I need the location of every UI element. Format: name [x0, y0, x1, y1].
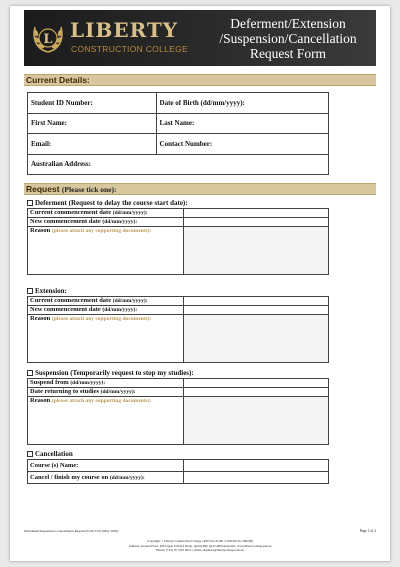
suspension-table: [27, 378, 329, 445]
form-title: Deferment/Extension /Suspension/Cancellation Request Form: [219, 16, 357, 61]
return-date-label: Date returning to studies (dd/mm/yyyy):: [28, 388, 184, 397]
student-id-field[interactable]: Student ID Number:: [28, 93, 157, 114]
current-details-heading: Current Details:: [24, 74, 376, 86]
extension-checkbox[interactable]: [27, 288, 33, 294]
cancel-date-label: Cancel / finish my course on (dd/mm/yyyy):: [28, 472, 184, 484]
suspend-from-label: Suspend from (dd/mm/yyyy):: [28, 379, 184, 388]
address-field[interactable]: Australian Address:: [28, 154, 329, 175]
deferment-current-date-label: Current commencement date (dd/mm/yyyy):: [28, 209, 184, 218]
footer-contact: Copyright © Liberty Construction College | RTO No 45190 | CRICOS No 3962(B) Address: Ground Floor, 406 Upper Edward Street, Spring Hill QLD 4000 Australia | www.libertycollege.edu.au Phone: (+61) 07 3161 6012 | email: enquiries@libertycollege.edu.au: [128, 539, 272, 552]
extension-current-date-label: Current commencement date (dd/mm/yyyy):: [28, 297, 184, 306]
extension-current-date-input[interactable]: [184, 297, 329, 306]
brand-subtitle: CONSTRUCTION COLLEGE: [71, 44, 188, 54]
cancel-date-input[interactable]: [184, 472, 329, 484]
svg-text:L: L: [43, 32, 53, 47]
cancellation-table: [27, 459, 329, 484]
extension-option[interactable]: Extension:: [27, 287, 67, 295]
course-name-input[interactable]: [184, 460, 329, 472]
brand-name: LIBERTY: [70, 18, 178, 42]
form-page: [10, 6, 390, 561]
extension-new-date-input[interactable]: [184, 306, 329, 315]
current-details-table: [27, 92, 329, 175]
request-heading: Request (Please tick one):: [24, 183, 376, 195]
deferment-reason-input[interactable]: [184, 227, 329, 275]
deferment-current-date-input[interactable]: [184, 209, 329, 218]
suspension-reason-label: Reason (please attach any supporting documents):: [28, 397, 184, 445]
deferment-option[interactable]: Deferment (Request to delay the course start date):: [27, 199, 188, 207]
suspend-from-input[interactable]: [184, 379, 329, 388]
course-name-label: Course (s) Name:: [28, 460, 184, 472]
suspension-checkbox[interactable]: [27, 370, 33, 376]
footer-page-number: Page 1 of 2: [359, 529, 376, 533]
dob-field[interactable]: Date of Birth (dd/mm/yyyy):: [156, 93, 328, 114]
deferment-new-date-input[interactable]: [184, 218, 329, 227]
deferment-checkbox[interactable]: [27, 200, 33, 206]
email-field[interactable]: Email:: [28, 134, 157, 155]
cancellation-checkbox[interactable]: [27, 451, 33, 457]
extension-new-date-label: New commencement date (dd/mm/yyyy):: [28, 306, 184, 315]
return-date-input[interactable]: [184, 388, 329, 397]
cancellation-option[interactable]: Cancellation: [27, 450, 73, 458]
contact-field[interactable]: Contact Number:: [156, 134, 328, 155]
first-name-field[interactable]: First Name:: [28, 113, 157, 134]
deferment-table: [27, 208, 329, 275]
footer-form-version: Deferment/Suspension/ Cancellation Request Form V3.0 (May 2020): [24, 529, 119, 533]
suspension-reason-input[interactable]: [184, 397, 329, 445]
last-name-field[interactable]: Last Name:: [156, 113, 328, 134]
extension-table: [27, 296, 329, 363]
deferment-reason-label: Reason (please attach any supporting documents):: [28, 227, 184, 275]
deferment-new-date-label: New commencement date (dd/mm/yyyy):: [28, 218, 184, 227]
extension-reason-input[interactable]: [184, 315, 329, 363]
extension-reason-label: Reason (please attach any supporting documents):: [28, 315, 184, 363]
laurel-logo-icon: [30, 21, 66, 55]
header-banner: [24, 10, 376, 66]
suspension-option[interactable]: Suspension (Temporarily request to stop my studies):: [27, 369, 194, 377]
